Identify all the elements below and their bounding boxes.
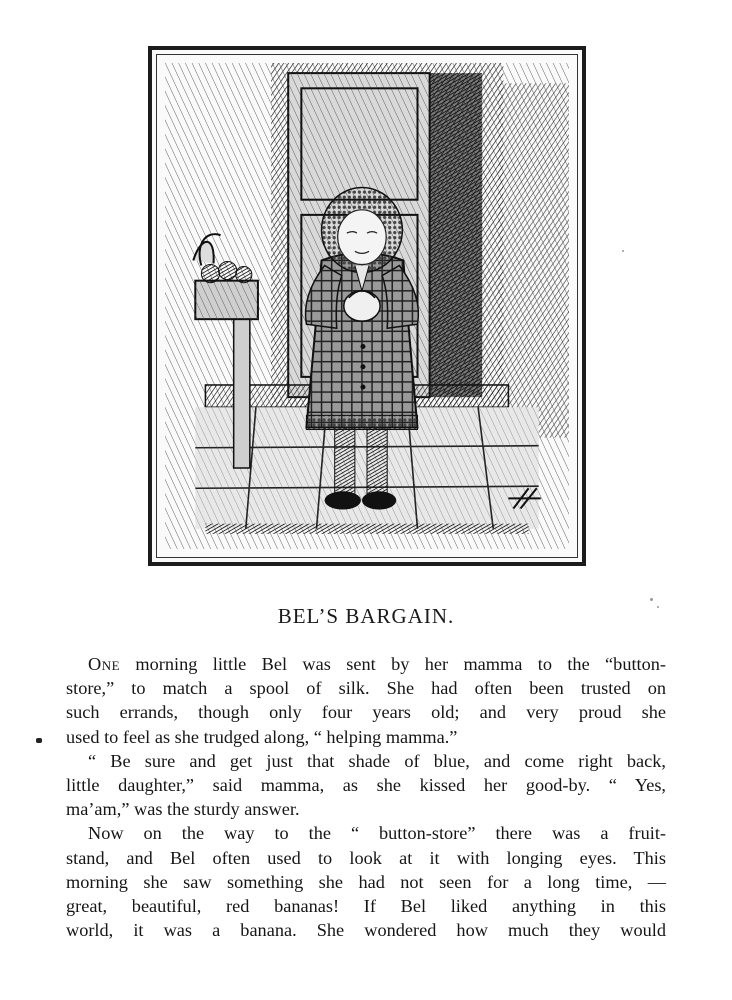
story-title: BEL’S BARGAIN. — [277, 604, 455, 628]
text-line: stand, and Bel often used to look at it with longing eyes. This — [66, 847, 666, 868]
drop-word: One — [88, 654, 121, 674]
illustration-frame — [148, 46, 586, 566]
text-line: such errands, though only four years old; and very proud she — [66, 702, 666, 723]
paper-speck — [650, 598, 653, 601]
paper-speck — [657, 606, 659, 608]
text-line: ma’am,” was the sturdy answer. — [66, 799, 300, 820]
text-line: great, beautiful, red bananas! If Bel liked anything in this — [66, 896, 666, 917]
paragraph-1 — [66, 652, 666, 749]
text-line: store,” to match a spool of silk. She had often been trusted on — [66, 678, 666, 699]
text-line: world, it was a banana. She wondered how much they would — [66, 920, 666, 941]
engraving-girl-at-doorway-icon — [165, 63, 569, 549]
text-line: little daughter,” said mamma, as she kissed her good-by. “ Yes, — [66, 775, 666, 796]
story-text — [66, 652, 666, 942]
text-line: morning she saw something she had not seen for a long time, — — [66, 871, 666, 892]
text-line: One morning little Bel was sent by her mamma to the “button- — [88, 654, 666, 674]
text-line: used to feel as she trudged along, “ helping mamma.” — [66, 726, 458, 747]
text-line: Now on the way to the “ button-store” there was a fruit- — [88, 823, 666, 844]
paragraph-2 — [66, 749, 666, 822]
text-line: “ Be sure and get just that shade of blue, and come right back, — [88, 750, 666, 771]
paragraph-3 — [66, 821, 666, 942]
margin-ink-mark — [36, 738, 42, 743]
paper-speck — [622, 250, 624, 252]
